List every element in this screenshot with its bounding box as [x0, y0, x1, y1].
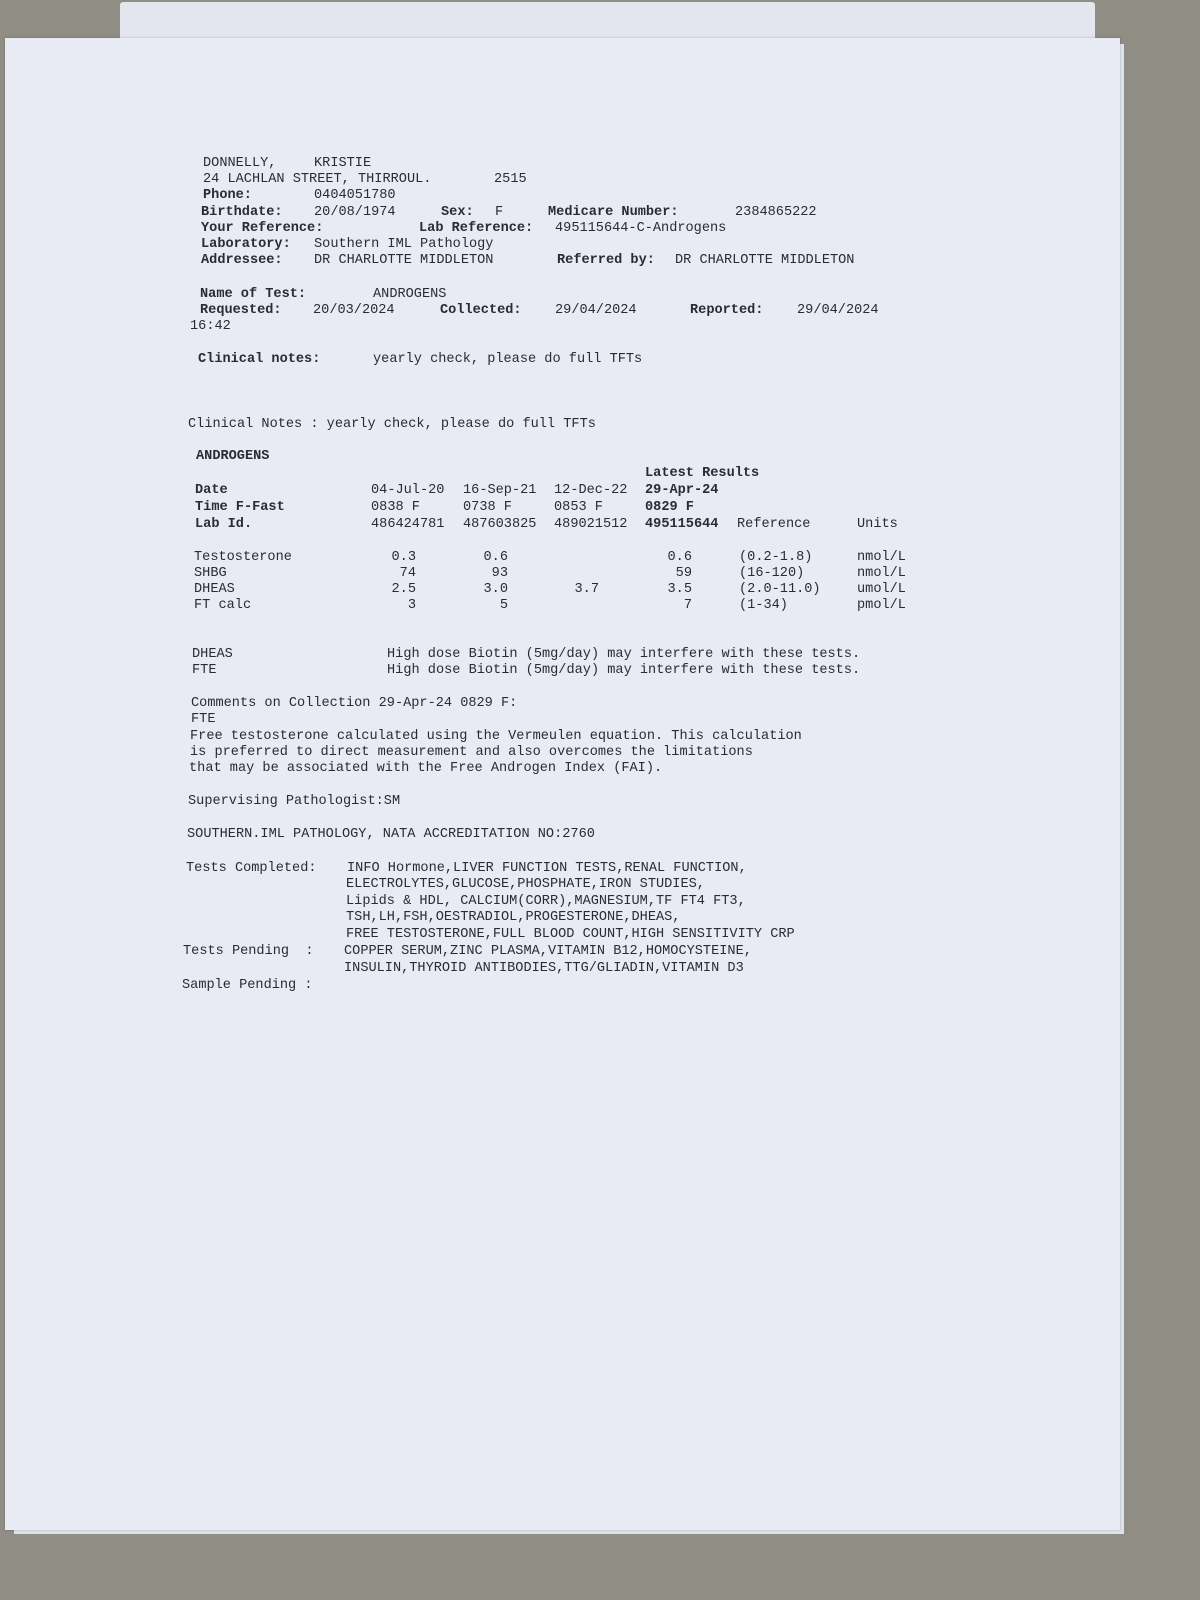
time-row-label: Time F-Fast	[195, 500, 285, 515]
collected-label: Collected:	[440, 303, 522, 318]
tests-completed-line: TSH,LH,FSH,OESTRADIOL,PROGESTERONE,DHEAS,	[346, 910, 681, 925]
tests-completed-line: FREE TESTOSTERONE,FULL BLOOD COUNT,HIGH SENSITIVITY CRP	[346, 927, 795, 942]
laboratory-label: Laboratory:	[201, 237, 291, 252]
units-header: Units	[857, 517, 898, 532]
biotin-note-text: High dose Biotin (5mg/day) may interfere with these tests.	[387, 647, 861, 662]
col-lab-id-latest: 495115644	[645, 517, 719, 532]
comments-line: is preferred to direct measurement and also overcomes the limitations	[190, 745, 753, 760]
tests-pending-line: INSULIN,THYROID ANTIBODIES,TTG/GLIADIN,VITAMIN D3	[344, 961, 744, 976]
result-value: 3.0	[483, 582, 508, 597]
laboratory-value: Southern IML Pathology	[314, 237, 494, 252]
nata-accreditation: SOUTHERN.IML PATHOLOGY, NATA ACCREDITATION NO:2760	[187, 827, 595, 842]
tests-completed-line: ELECTROLYTES,GLUCOSE,PHOSPHATE,IRON STUDIES,	[346, 877, 705, 892]
tests-completed-label: Tests Completed:	[186, 861, 317, 876]
patient-given-name: KRISTIE	[314, 156, 372, 171]
result-value-latest: 59	[675, 566, 692, 581]
supervising-pathologist: Supervising Pathologist:SM	[188, 794, 401, 809]
tests-pending-line: COPPER SERUM,ZINC PLASMA,VITAMIN B12,HOMOCYSTEINE,	[344, 944, 752, 959]
sex-value: F	[495, 205, 504, 220]
tests-completed-line: INFO Hormone,LIVER FUNCTION TESTS,RENAL FUNCTION,	[347, 861, 747, 876]
result-value-latest: 0.6	[667, 550, 692, 565]
comments-sub: FTE	[191, 712, 216, 727]
col-date: 16-Sep-21	[463, 483, 537, 498]
latest-results-label: Latest Results	[645, 466, 760, 481]
result-value: 0.3	[391, 550, 416, 565]
result-reference: (2.0-11.0)	[739, 582, 821, 597]
result-value: 3	[407, 598, 416, 613]
phone-label: Phone:	[203, 188, 252, 203]
birthdate-value: 20/08/1974	[314, 205, 396, 220]
col-date: 12-Dec-22	[554, 483, 628, 498]
result-name: DHEAS	[194, 582, 235, 597]
col-date: 04-Jul-20	[371, 483, 445, 498]
col-lab-id: 486424781	[371, 517, 445, 532]
sample-pending-label: Sample Pending :	[182, 978, 313, 993]
patient-postcode: 2515	[494, 172, 527, 187]
col-lab-id: 487603825	[463, 517, 537, 532]
result-units: pmol/L	[857, 598, 906, 613]
lab-report-page	[5, 38, 1120, 1530]
reported-label: Reported:	[690, 303, 764, 318]
addressee-label: Addressee:	[201, 253, 283, 268]
results-heading: ANDROGENS	[196, 449, 270, 464]
birthdate-label: Birthdate:	[201, 205, 283, 220]
lab-reference-value: 495115644-C-Androgens	[555, 221, 727, 236]
result-units: umol/L	[857, 582, 906, 597]
result-value: 5	[499, 598, 508, 613]
requested-value: 20/03/2024	[313, 303, 395, 318]
clinical-notes-value: yearly check, please do full TFTs	[373, 352, 643, 367]
col-time-latest: 0829 F	[645, 500, 694, 515]
addressee-value: DR CHARLOTTE MIDDLETON	[314, 253, 494, 268]
medicare-label: Medicare Number:	[548, 205, 679, 220]
result-value-latest: 7	[683, 598, 692, 613]
result-reference: (0.2-1.8)	[739, 550, 813, 565]
result-units: nmol/L	[857, 566, 906, 581]
clinical-notes-line: Clinical Notes : yearly check, please do full TFTs	[188, 417, 596, 432]
result-name: FT calc	[194, 598, 252, 613]
col-time: 0738 F	[463, 500, 512, 515]
medicare-value: 2384865222	[735, 205, 817, 220]
result-value: 3.7	[574, 582, 599, 597]
referred-by-label: Referred by:	[557, 253, 655, 268]
biotin-note-text: High dose Biotin (5mg/day) may interfere with these tests.	[387, 663, 861, 678]
result-value: 93	[491, 566, 508, 581]
reported-value: 29/04/2024	[797, 303, 879, 318]
referred-by-value: DR CHARLOTTE MIDDLETON	[675, 253, 855, 268]
collected-value: 29/04/2024	[555, 303, 637, 318]
col-time: 0838 F	[371, 500, 420, 515]
tests-pending-label: Tests Pending :	[183, 944, 314, 959]
patient-address: 24 LACHLAN STREET, THIRROUL.	[203, 172, 432, 187]
result-value-latest: 3.5	[667, 582, 692, 597]
reference-header: Reference	[737, 517, 811, 532]
result-value: 74	[399, 566, 416, 581]
your-reference-label: Your Reference:	[201, 221, 324, 236]
result-value: 0.6	[483, 550, 508, 565]
comments-heading: Comments on Collection 29-Apr-24 0829 F:	[191, 696, 518, 711]
result-value: 2.5	[391, 582, 416, 597]
reported-time: 16:42	[190, 319, 231, 334]
patient-surname: DONNELLY,	[203, 156, 277, 171]
tests-completed-line: Lipids & HDL, CALCIUM(CORR),MAGNESIUM,TF FT4 FT3,	[346, 894, 746, 909]
col-date-latest: 29-Apr-24	[645, 483, 719, 498]
comments-line: that may be associated with the Free Androgen Index (FAI).	[189, 761, 663, 776]
result-reference: (16-120)	[739, 566, 805, 581]
col-time: 0853 F	[554, 500, 603, 515]
lab-id-row-label: Lab Id.	[195, 517, 253, 532]
result-reference: (1-34)	[739, 598, 788, 613]
biotin-note-test: FTE	[192, 663, 217, 678]
lab-reference-label: Lab Reference:	[419, 221, 534, 236]
comments-line: Free testosterone calculated using the Vermeulen equation. This calculation	[190, 729, 802, 744]
sex-label: Sex:	[441, 205, 474, 220]
result-name: Testosterone	[194, 550, 292, 565]
requested-label: Requested:	[200, 303, 282, 318]
result-name: SHBG	[194, 566, 227, 581]
test-name-value: ANDROGENS	[373, 287, 447, 302]
date-row-label: Date	[195, 483, 228, 498]
col-lab-id: 489021512	[554, 517, 628, 532]
result-units: nmol/L	[857, 550, 906, 565]
test-name-label: Name of Test:	[200, 287, 307, 302]
phone-value: 0404051780	[314, 188, 396, 203]
biotin-note-test: DHEAS	[192, 647, 233, 662]
clinical-notes-label: Clinical notes:	[198, 352, 321, 367]
